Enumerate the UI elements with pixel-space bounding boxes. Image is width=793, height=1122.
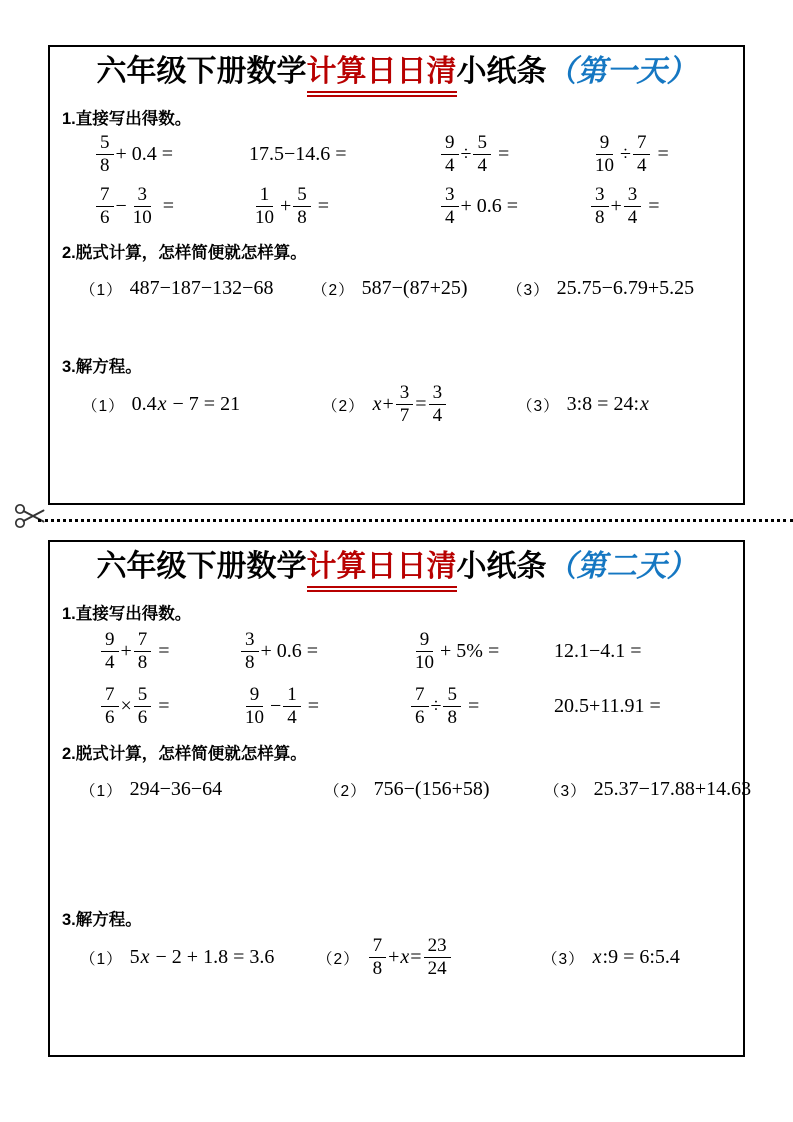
fraction: $\frac{3}{8}$ bbox=[591, 185, 609, 228]
section-heading-quick-calc: 1.直接写出得数。 bbox=[62, 604, 192, 623]
fraction: $\frac{3}{4}$ bbox=[429, 383, 447, 426]
problem-label: （1） bbox=[80, 782, 123, 800]
stepwise-problem bbox=[507, 277, 731, 300]
quick-calc-row bbox=[62, 181, 731, 233]
section-heading-stepwise: 2.脱式计算，怎样简便就怎样算。 bbox=[62, 744, 307, 763]
quick-problem bbox=[249, 185, 439, 228]
problem-label: （3） bbox=[507, 281, 550, 299]
fraction: $\frac{5}{6}$ bbox=[134, 685, 152, 728]
math-text: = bbox=[415, 393, 427, 415]
math-text: + 0.6 = bbox=[460, 195, 519, 217]
fraction: $\frac{7}{6}$ bbox=[101, 685, 119, 728]
equation-problems-row bbox=[62, 379, 731, 431]
math-text: 17.5−14.6 = bbox=[249, 143, 347, 165]
math-variable: x bbox=[372, 393, 382, 415]
dotted-cut-line bbox=[38, 519, 793, 522]
math-text: :9 = 6:5.4 bbox=[602, 946, 680, 968]
equation-problem bbox=[80, 946, 317, 969]
quick-calc-row bbox=[62, 679, 731, 734]
math-text: = bbox=[153, 639, 170, 662]
math-text: + 0.4 = bbox=[115, 143, 174, 165]
problem-expression bbox=[567, 393, 650, 416]
math-text: ÷ bbox=[620, 143, 631, 165]
fraction: $\frac{9}{10}$ bbox=[245, 683, 264, 728]
problem-expression: 756−(156+58) bbox=[373, 778, 490, 800]
fraction: $\frac{7}{6}$ bbox=[96, 185, 114, 228]
math-variable: x bbox=[640, 393, 649, 415]
fraction: $\frac{23}{24}$ bbox=[424, 936, 451, 979]
math-text: 5 bbox=[129, 946, 140, 968]
math-text: = bbox=[312, 195, 330, 217]
worksheet-title bbox=[62, 55, 731, 97]
problem-expression: 587−(87+25) bbox=[361, 277, 468, 299]
title-highlight: 计算日日清 bbox=[307, 550, 457, 592]
quick-calc-row bbox=[62, 624, 731, 679]
fraction: $\frac{9}{4}$ bbox=[441, 133, 459, 176]
quick-problem bbox=[589, 133, 731, 176]
quick-problem bbox=[239, 630, 409, 673]
math-text: 0.4 bbox=[131, 393, 157, 415]
title-day-label: （第一天） bbox=[546, 55, 697, 88]
math-text: = bbox=[492, 143, 510, 165]
math-variable: x bbox=[400, 946, 410, 968]
title-day-label: （第二天） bbox=[546, 550, 697, 583]
fraction: $\frac{7}{8}$ bbox=[369, 936, 387, 979]
math-text: − bbox=[270, 694, 282, 717]
quick-problem bbox=[554, 640, 731, 663]
math-text: 12.1−4.1 = bbox=[554, 639, 642, 662]
problem-label: （3） bbox=[542, 950, 585, 968]
problem-label: （3） bbox=[544, 782, 587, 800]
equation-problem bbox=[317, 936, 542, 979]
math-variable: x bbox=[140, 946, 150, 968]
math-text: = bbox=[652, 143, 669, 165]
equation-problem bbox=[517, 393, 731, 416]
math-text: = bbox=[410, 946, 422, 968]
equation-problems-row bbox=[62, 932, 731, 984]
scissors-icon bbox=[13, 500, 47, 532]
quick-problem bbox=[94, 133, 249, 176]
equation-problem bbox=[542, 946, 731, 969]
section-heading-quick-calc: 1.直接写出得数。 bbox=[62, 109, 192, 128]
equation-problem bbox=[82, 393, 322, 416]
quick-problem bbox=[439, 185, 589, 228]
math-text: − 2 + 1.8 = 3.6 bbox=[150, 946, 275, 968]
problem-label: （2） bbox=[324, 782, 367, 800]
problem-expression: 487−187−132−68 bbox=[129, 277, 274, 299]
title-suffix: 小纸条 bbox=[456, 55, 547, 88]
problem-expression: 25.37−17.88+14.63 bbox=[593, 778, 752, 800]
quick-problem bbox=[439, 133, 589, 176]
fraction: $\frac{1}{10}$ bbox=[255, 184, 274, 228]
fraction: $\frac{9}{10}$ bbox=[415, 628, 434, 673]
quick-problem bbox=[94, 185, 249, 228]
section-heading-equations: 3.解方程。 bbox=[62, 910, 142, 929]
section-heading-equations: 3.解方程。 bbox=[62, 357, 142, 376]
fraction: $\frac{9}{4}$ bbox=[101, 630, 119, 673]
fraction: $\frac{1}{4}$ bbox=[283, 685, 301, 728]
math-variable: x bbox=[157, 393, 167, 415]
math-text: + 0.6 = bbox=[260, 639, 319, 662]
problem-expression bbox=[592, 946, 680, 969]
math-text: + bbox=[388, 946, 400, 968]
problem-label: （1） bbox=[80, 281, 123, 299]
quick-problem bbox=[99, 685, 239, 728]
fraction: $\frac{5}{8}$ bbox=[293, 185, 311, 228]
fraction: $\frac{7}{4}$ bbox=[633, 133, 651, 176]
fraction: $\frac{5}{8}$ bbox=[96, 133, 114, 176]
problem-label: （1） bbox=[82, 397, 125, 415]
problem-expression bbox=[130, 946, 275, 969]
fraction: $\frac{7}{6}$ bbox=[411, 685, 429, 728]
fraction: $\frac{3}{10}$ bbox=[132, 184, 152, 228]
problem-label: （2） bbox=[312, 281, 355, 299]
problem-label: （1） bbox=[80, 950, 123, 968]
math-text: ÷ bbox=[460, 143, 472, 165]
math-text: = bbox=[153, 694, 170, 717]
title-prefix: 六年级下册数学 bbox=[96, 550, 307, 583]
math-text: = bbox=[462, 694, 480, 717]
problem-expression bbox=[132, 393, 240, 416]
math-text: + bbox=[610, 195, 622, 217]
math-text: = bbox=[157, 195, 175, 217]
problem-expression bbox=[372, 383, 448, 426]
worksheet-title bbox=[62, 550, 731, 592]
math-text: = bbox=[643, 195, 660, 217]
math-text: × bbox=[120, 694, 132, 717]
fraction: $\frac{9}{10}$ bbox=[595, 132, 614, 176]
problem-label: （2） bbox=[317, 950, 360, 968]
quick-problem bbox=[249, 143, 439, 166]
title-prefix: 六年级下册数学 bbox=[96, 55, 307, 88]
quick-calc-row bbox=[62, 129, 731, 181]
problem-expression bbox=[367, 936, 453, 979]
math-text: ÷ bbox=[430, 694, 442, 717]
fraction: $\frac{3}{8}$ bbox=[241, 630, 259, 673]
stepwise-problem bbox=[80, 778, 324, 801]
math-text: − 7 = 21 bbox=[167, 393, 241, 415]
stepwise-problem bbox=[324, 778, 544, 801]
fraction: $\frac{3}{7}$ bbox=[396, 383, 414, 426]
math-variable: x bbox=[592, 946, 602, 968]
math-text: 3:8 = 24: bbox=[566, 393, 640, 415]
problem-expression: 25.75−6.79+5.25 bbox=[556, 277, 695, 299]
problem-expression: 294−36−64 bbox=[129, 778, 223, 800]
quick-problem bbox=[554, 695, 731, 718]
quick-problem bbox=[409, 685, 554, 728]
math-text: = bbox=[302, 694, 320, 717]
title-highlight: 计算日日清 bbox=[307, 55, 457, 97]
fraction: $\frac{3}{4}$ bbox=[624, 185, 642, 228]
fraction: $\frac{5}{4}$ bbox=[473, 133, 491, 176]
math-text: + bbox=[280, 195, 292, 217]
quick-problem bbox=[409, 630, 554, 673]
stepwise-problem bbox=[80, 277, 312, 300]
quick-problem bbox=[589, 185, 731, 228]
math-text: − bbox=[115, 195, 127, 217]
problem-label: （2） bbox=[322, 397, 365, 415]
fraction: $\frac{7}{8}$ bbox=[134, 630, 152, 673]
stepwise-problem bbox=[312, 277, 507, 300]
stepwise-problem bbox=[544, 778, 751, 801]
stepwise-problems-row bbox=[62, 269, 731, 309]
fraction: $\frac{5}{8}$ bbox=[443, 685, 461, 728]
math-text: 20.5+11.91 = bbox=[554, 694, 661, 717]
section-heading-stepwise: 2.脱式计算，怎样简便就怎样算。 bbox=[62, 243, 307, 262]
worksheet-day-1 bbox=[48, 45, 745, 505]
cut-divider bbox=[0, 497, 793, 535]
math-text: + bbox=[120, 639, 132, 662]
quick-problem bbox=[239, 685, 409, 728]
title-suffix: 小纸条 bbox=[456, 550, 547, 583]
stepwise-problems-row bbox=[62, 770, 752, 810]
worksheet-day-2 bbox=[48, 540, 752, 1057]
problem-label: （3） bbox=[517, 397, 560, 415]
quick-problem bbox=[99, 630, 239, 673]
math-text: + 5% = bbox=[440, 639, 500, 662]
fraction: $\frac{3}{4}$ bbox=[441, 185, 459, 228]
math-text: + bbox=[382, 393, 394, 415]
equation-problem bbox=[322, 383, 517, 426]
